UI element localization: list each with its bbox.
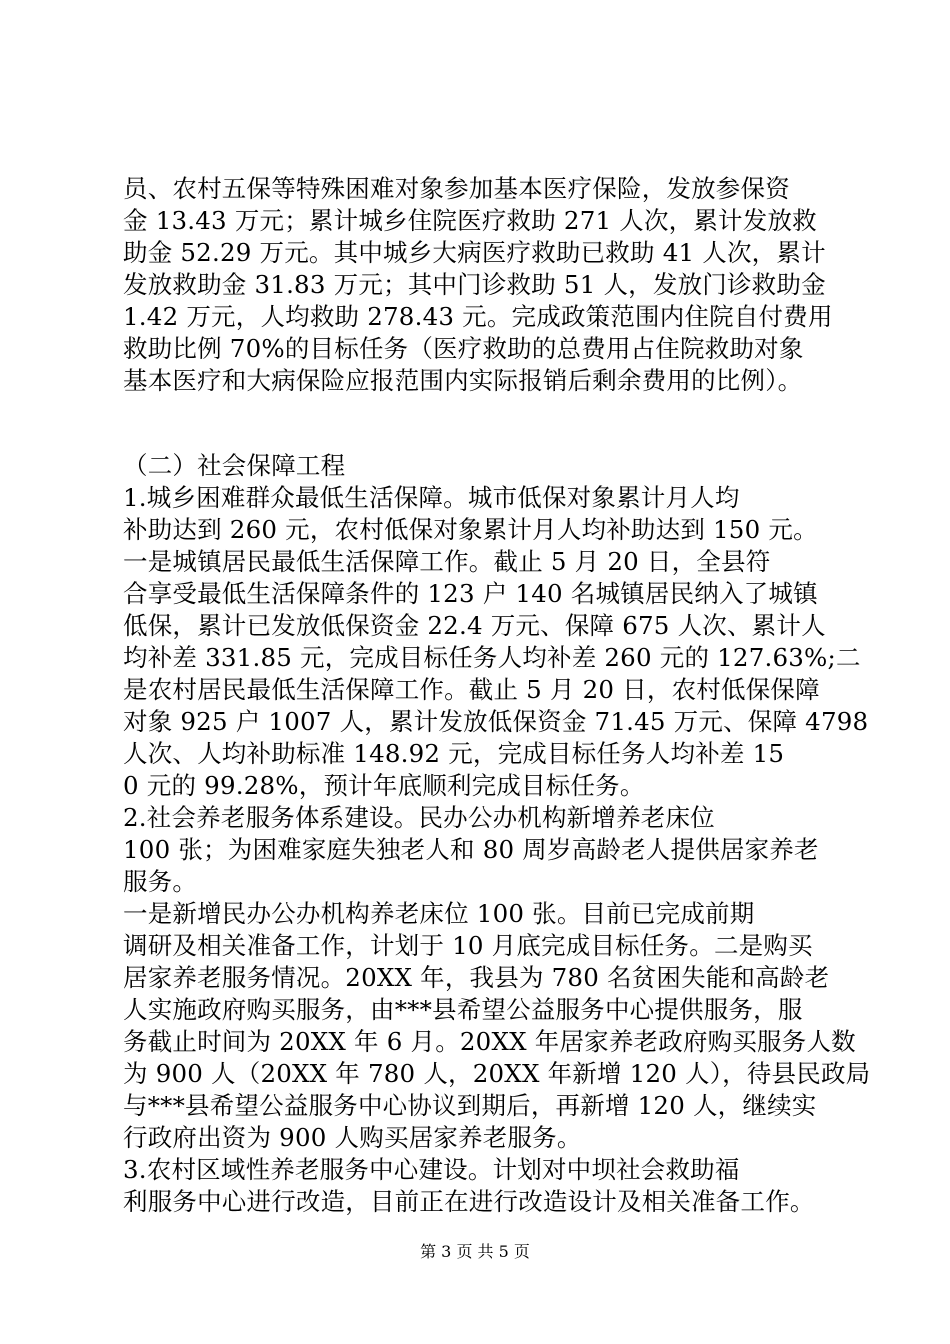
section-text-line: 对象 925 户 1007 人，累计发放低保资金 71.45 万元、保障 4798	[123, 707, 869, 736]
section-text-line: 1.城乡困难群众最低生活保障。城市低保对象累计月人均	[123, 483, 740, 512]
section-text-line: 行政府出资为 900 人购买居家养老服务。	[123, 1123, 582, 1152]
paragraph-gap	[123, 397, 843, 450]
section-text-line: 为 900 人（20XX 年 780 人，20XX 年新增 120 人），待县民政局	[123, 1059, 871, 1088]
section-text-line: 与***县希望公益服务中心协议到期后，再新增 120 人，继续实	[123, 1091, 817, 1120]
section-text-line: 低保，累计已发放低保资金 22.4 万元、保障 675 人次、累计人	[123, 611, 826, 640]
section-text-line: 100 张；为困难家庭失独老人和 80 周岁高龄老人提供居家养老	[123, 835, 819, 864]
section-text-line: 人实施政府购买服务，由***县希望公益服务中心提供服务，服	[123, 995, 803, 1024]
paragraph-text-line: 助金 52.29 万元。其中城乡大病医疗救助已救助 41 人次，累计	[123, 238, 826, 267]
section-text-line: 0 元的 99.28%，预计年底顺利完成目标任务。	[123, 771, 645, 800]
section-text-line: 调研及相关准备工作，计划于 10 月底完成目标任务。二是购买	[123, 931, 813, 960]
paragraph-text-line: 金 13.43 万元；累计城乡住院医疗救助 271 人次，累计发放救	[123, 206, 817, 235]
medical-aid-paragraph	[123, 173, 843, 397]
paragraph-text-line: 基本医疗和大病保险应报范围内实际报销后剩余费用的比例）。	[123, 366, 803, 395]
paragraph-text-line: 发放救助金 31.83 万元；其中门诊救助 51 人，发放门诊救助金	[123, 270, 826, 299]
paragraph-text-line: 救助比例 70%的目标任务（医疗救助的总费用占住院救助对象	[123, 334, 804, 363]
social-security-section	[123, 450, 871, 1218]
section-text-line: 服务。	[123, 867, 198, 896]
section-text-line: 居家养老服务情况。20XX 年，我县为 780 名贫困失能和高龄老	[123, 963, 830, 992]
section-text-line: 3.农村区域性养老服务中心建设。计划对中坝社会救助福	[123, 1155, 740, 1184]
page-number-footer: 第 3 页 共 5 页	[420, 1242, 530, 1261]
section-text-line: 利服务中心进行改造，目前正在进行改造设计及相关准备工作。	[123, 1187, 815, 1216]
section-text-line: 一是城镇居民最低生活保障工作。截止 5 月 20 日，全县符	[123, 547, 771, 576]
section-text-line: 2.社会养老服务体系建设。民办公办机构新增养老床位	[123, 803, 715, 832]
section-text-line: 补助达到 260 元，农村低保对象累计月人均补助达到 150 元。	[123, 515, 818, 544]
section-text-line: 是农村居民最低生活保障工作。截止 5 月 20 日，农村低保保障	[123, 675, 820, 704]
section-text-line: 务截止时间为 20XX 年 6 月。20XX 年居家养老政府购买服务人数	[123, 1027, 856, 1056]
section-text-line: 人次、人均补助标准 148.92 元，完成目标任务人均补差 15	[123, 739, 785, 768]
section-text-line: 合享受最低生活保障条件的 123 户 140 名城镇居民纳入了城镇	[123, 579, 818, 608]
document-body	[123, 173, 871, 1218]
section-text-line: 均补差 331.85 元，完成目标任务人均补差 260 元的 127.63%;二	[123, 643, 861, 672]
section-text-line: （二）社会保障工程	[123, 451, 346, 480]
paragraph-text-line: 员、农村五保等特殊困难对象参加基本医疗保险，发放参保资	[123, 174, 790, 203]
paragraph-text-line: 1.42 万元，人均救助 278.43 元。完成政策范围内住院自付费用	[123, 302, 833, 331]
section-text-line: 一是新增民办公办机构养老床位 100 张。目前已完成前期	[123, 899, 755, 928]
